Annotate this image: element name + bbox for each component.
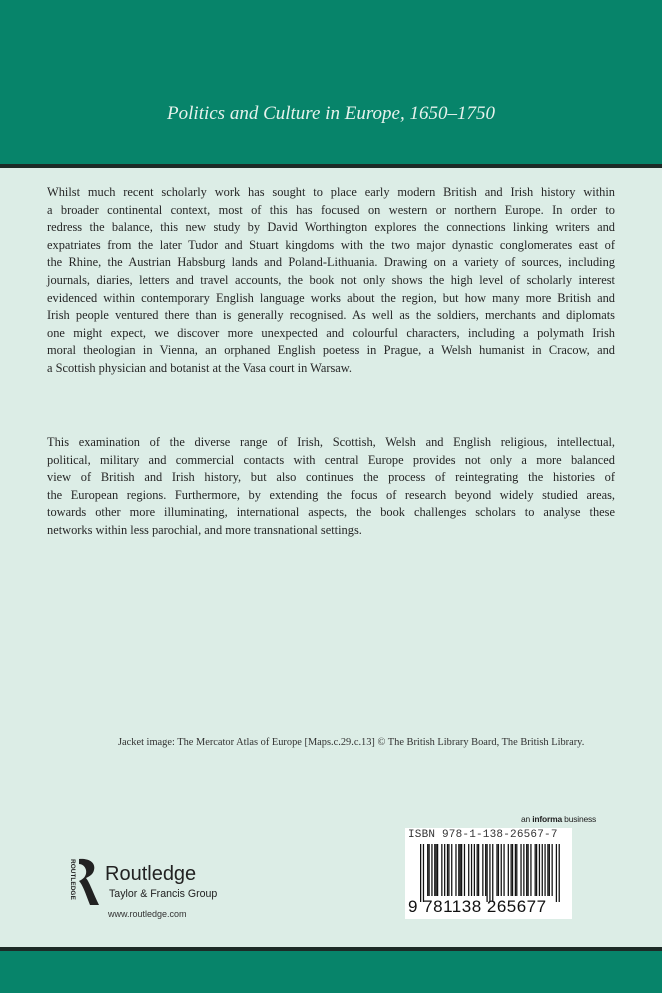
barcode-bar [420,844,421,902]
barcode-bar [503,844,504,896]
barcode-bar [451,844,452,896]
barcode-bar [448,844,449,896]
informa-tagline [521,814,596,824]
barcode-bar [447,844,448,896]
barcode-bar [474,844,475,896]
barcode-bar [468,844,469,896]
blurb-line: Irish people ventured there than is generally recognised. As well as the soldiers, merchants and diplomats [47,308,615,323]
barcode-bar [458,844,459,896]
barcode-bar [477,844,478,896]
barcode-bar [482,844,483,896]
barcode-bar [496,844,497,896]
barcode-bar [434,844,435,896]
barcode-bar [542,844,543,896]
blurb-line: towards other more illuminating, international aspects, the book challenges scholars to analyse these [47,505,615,520]
barcode-bar [427,844,428,896]
barcode-bar [547,844,548,896]
blurb-line: a broader continental context, most of this has focused on western or northern Europe. In order to [47,202,615,217]
barcode-bar [437,844,438,896]
blurb-line: moral theologian in Vienna, an orphaned English poetess in Prague, a Welsh humanist in Cracow, and [47,343,615,358]
top-rule [0,164,662,168]
barcode-bar [511,844,512,896]
barcode-bar [527,844,528,896]
barcode-bar [515,844,516,896]
jacket-credit: Jacket image: The Mercator Atlas of Europe [Maps.c.29.c.13] © The British Library Board, The British Library. [118,737,585,748]
barcode-bar [539,844,540,896]
barcode-bar [485,844,486,896]
blurb-line: the European regions. Furthermore, by extending the focus of research beyond widely studied areas, [47,487,615,502]
barcode-bar [471,844,472,896]
barcode-bar [431,844,432,896]
svg-text:ROUTLEDGE: ROUTLEDGE [69,859,76,900]
barcode-bar [552,844,553,896]
barcode-bar [492,844,493,902]
barcode-bars [420,844,560,902]
bottom-band [0,951,662,993]
barcode-bar [526,844,527,896]
routledge-logo-icon [66,857,100,907]
publisher-url[interactable]: www.routledge.com [108,909,187,919]
barcode-bar [512,844,513,896]
blurb-paragraph-2 [47,434,615,540]
blurb-line: evidenced within contemporary English language works about the region, but how many more British and [47,290,615,305]
barcode-bar [441,844,442,896]
publisher-name: Routledge [105,863,197,885]
barcode-bar [464,844,465,896]
blurb-line: the Rhine, the Austrian Habsburg lands and Poland-Lithuania. Drawing on a variety of sources, including [47,255,615,270]
barcode-bar [508,844,509,896]
publisher-group: Taylor & Francis Group [109,888,218,900]
blurb-line: Whilst much recent scholarly work has sought to place early modern British and Irish history within [47,185,615,199]
isbn-barcode [405,828,572,919]
barcode-bar [523,844,524,896]
barcode-bar [544,844,545,896]
blurb-line: redress the balance, this new study by David Worthington explores the connections linking writers and [47,220,615,235]
barcode-bar [520,844,521,896]
blurb-line: political, military and commercial contacts with central Europe provides not only a more balanced [47,452,615,467]
barcode-bar [536,844,537,896]
barcode-bar [423,844,424,902]
barcode-bar [436,844,437,896]
blurb-line: This examination of the diverse range of Irish, Scottish, Welsh and English religious, intellectual, [47,435,615,449]
barcode-bar [444,844,445,896]
isbn-text: ISBN 978-1-138-26567-7 [408,829,558,841]
barcode-digits: 9 781138 265677 [408,897,547,916]
barcode-bar [530,844,531,896]
informa-suffix: business [562,814,597,824]
barcode-bar [498,844,499,896]
blurb-line: a Scottish physician and botanist at the Vasa court in Warsaw. [47,360,353,375]
barcode-bar [455,844,456,896]
informa-prefix: an [521,814,533,824]
blurb-paragraph-1 [47,184,615,378]
barcode-bar [461,844,462,896]
blurb-line: view of British and Irish history, but also continues the process of reintegrating the histories of [47,470,615,485]
barcode-bar [559,844,560,902]
barcode-bar [460,844,461,896]
barcode-bar [489,844,490,902]
informa-brand: informa [532,814,562,824]
blurb-line: journals, diaries, letters and travel accounts, the book not only shows the high level of scholarly interest [47,272,615,287]
top-band [0,0,662,164]
barcode-bar [501,844,502,896]
barcode-bar [556,844,557,902]
blurb-line: networks within less parochial, and more transnational settings. [47,522,362,537]
barcode-bar [549,844,550,896]
blurb-line: one might expect, we discover more unexpected and colourful characters, including a polymath Irish [47,325,615,340]
blurb-line: expatriates from the later Tudor and Stuart kingdoms with the two major dynastic conglomerates east of [47,237,615,252]
series-title: Politics and Culture in Europe, 1650–1750 [167,103,495,124]
barcode-bar [428,844,429,896]
barcode-bar [535,844,536,896]
barcode-bar [478,844,479,896]
barcode-bar [486,844,487,902]
barcode-bar [516,844,517,896]
